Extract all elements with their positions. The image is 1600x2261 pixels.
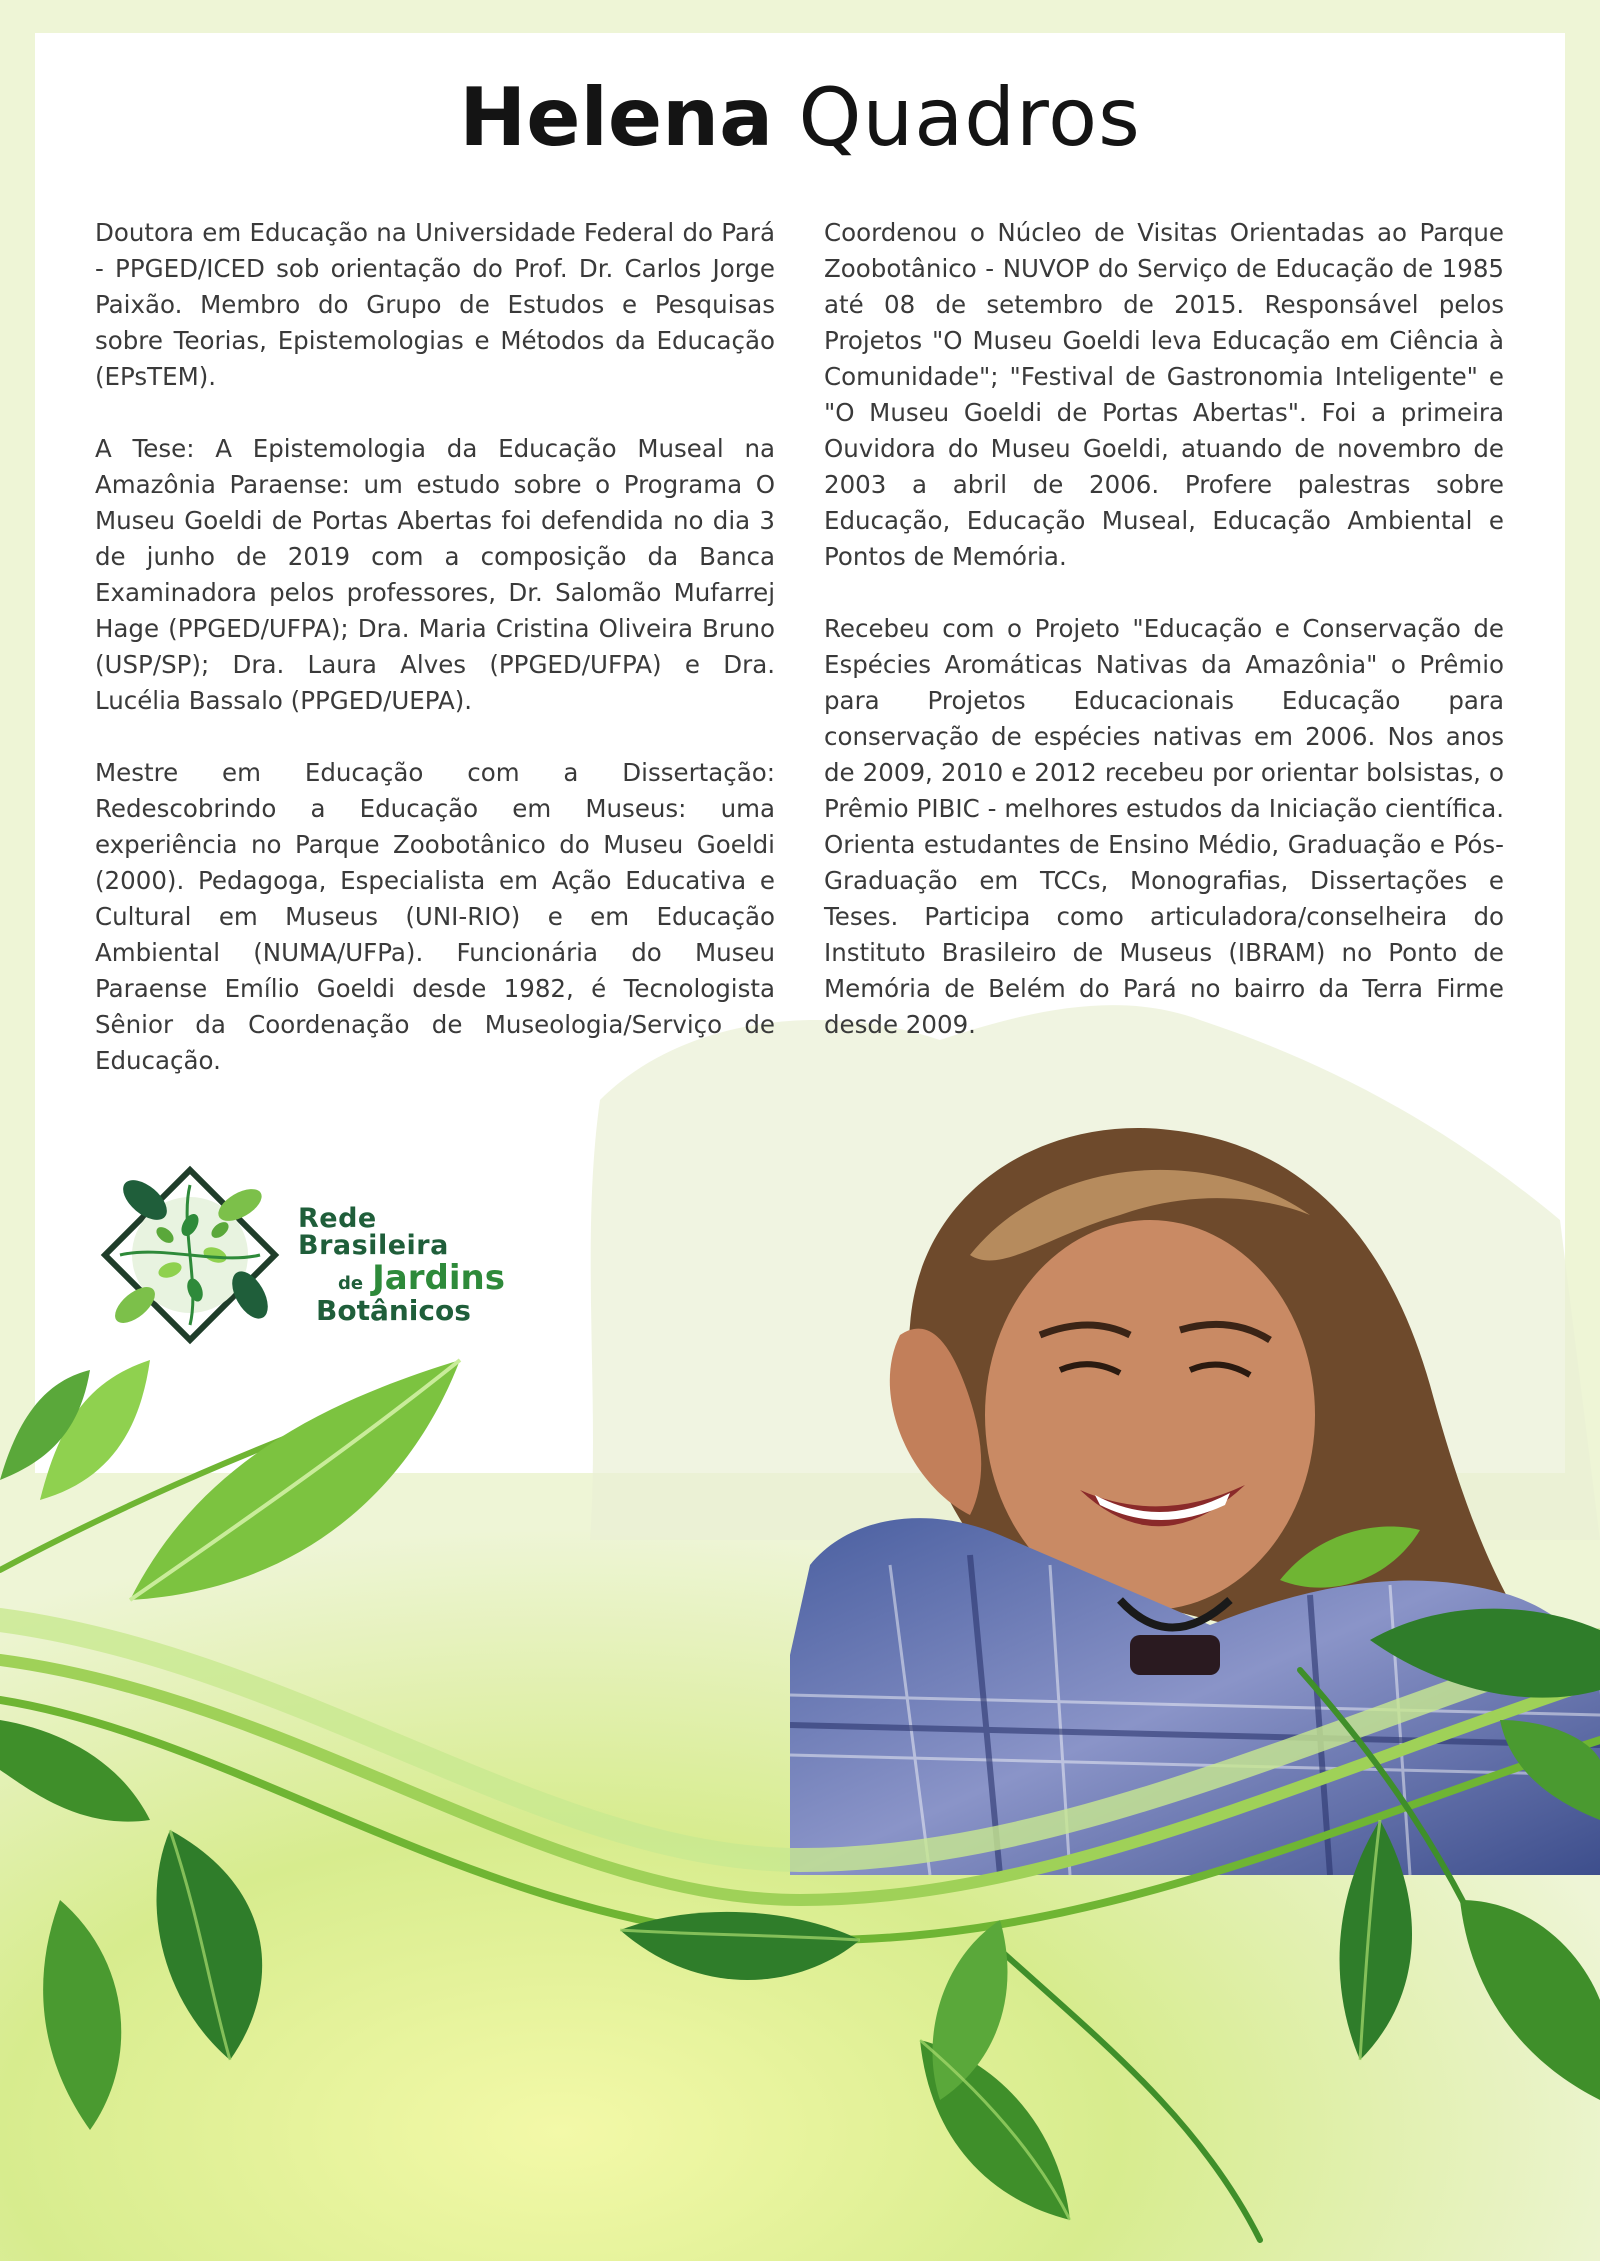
leaves-decoration <box>0 1340 1600 2261</box>
page-title <box>0 71 1600 164</box>
bio-paragraph: Mestre em Educação com a Dissertação: Redescobrindo a Educação em Museus: uma experiência no Parque Zoobotânico do Museu Goeldi (2000). Pedagoga, Especialista em Ação Educativa e Cultural em Museus (UNI-RIO) e em Educação Ambiental (NUMA/UFPa). Funcionária do Museu Paraense Emílio Goeldi desde 1982, é Tecnologista Sênior da Coordenação de Museologia/Serviço de Educação. <box>95 758 775 1075</box>
right-column <box>824 215 1504 1079</box>
leaf-wreath-icon <box>90 1155 290 1355</box>
logo-line-2-big: Jardins <box>372 1258 505 1298</box>
logo-line-2 <box>338 1258 510 1298</box>
logo-wordmark <box>298 1205 510 1325</box>
title-first-name: Helena <box>459 71 774 164</box>
bio-paragraph: Doutora em Educação na Universidade Federal do Pará - PPGED/ICED sob orientação do Prof. Dr. Carlos Jorge Paixão. Membro do Grupo de Estudos e Pesquisas sobre Teorias, Epistemologias e Métodos da Educação (EPsTEM). <box>95 218 775 391</box>
left-column <box>95 215 775 1115</box>
bio-paragraph: Coordenou o Núcleo de Visitas Orientadas ao Parque Zoobotânico - NUVOP do Serviço de Educação de 1985 até 08 de setembro de 2015. Responsável pelos Projetos "O Museu Goeldi leva Educação em Ciência à Comunidade"; "Festival de Gastronomia Inteligente" e "O Museu Goeldi de Portas Abertas". Foi a primeira Ouvidora do Museu Goeldi, atuando de novembro de 2003 a abril de 2006. Profere palestras sobre Educação, Educação Museal, Educação Ambiental e Pontos de Memória. <box>824 218 1504 571</box>
title-last-name: Quadros <box>798 71 1141 164</box>
logo-line-2-small: de <box>338 1273 364 1294</box>
bio-paragraph: Recebeu com o Projeto "Educação e Conservação de Espécies Aromáticas Nativas da Amazônia" o Prêmio para Projetos Educacionais Educação para conservação de espécies nativas em 2006. Nos anos de 2009, 2010 e 2012 recebeu por orientar bolsistas, o Prêmio PIBIC - melhores estudos da Iniciação científica. Orienta estudantes de Ensino Médio, Graduação e Pós-Graduação em TCCs, Monografias, Dissertações e Teses. Participa como articuladora/conselheira do Instituto Brasileiro de Museus (IBRAM) no Ponto de Memória de Belém do Pará no bairro da Terra Firme desde 2009. <box>824 614 1504 1039</box>
bio-paragraph: A Tese: A Epistemologia da Educação Museal na Amazônia Paraense: um estudo sobre o Programa O Museu Goeldi de Portas Abertas foi defendida no dia 3 de junho de 2019 com a composição da Banca Examinadora pelos professores, Dr. Salomão Mufarrej Hage (PPGED/UFPA); Dra. Maria Cristina Oliveira Bruno (USP/SP); Dra. Laura Alves (PPGED/UFPA) e Dra. Lucélia Bassalo (PPGED/UEPA). <box>95 434 775 715</box>
logo-line-1: Rede Brasileira <box>298 1203 449 1261</box>
logo-line-3: Botânicos <box>316 1294 471 1327</box>
rbjb-logo <box>90 1155 510 1355</box>
